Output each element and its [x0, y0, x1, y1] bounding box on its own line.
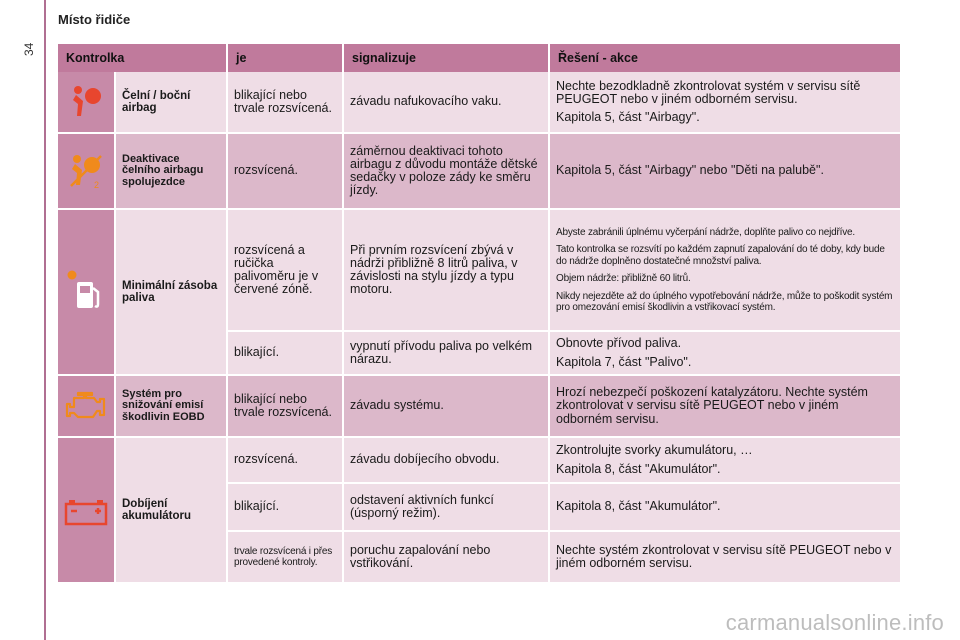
light-name: Čelní / boční airbag: [116, 72, 228, 134]
airbag-icon: [66, 82, 106, 122]
table-row: [58, 438, 902, 484]
action-text: Abyste zabránili úplnému vyčerpání nádrže, doplňte palivo co nejdříve.: [556, 226, 855, 238]
light-signal: závadu systému.: [344, 376, 550, 438]
light-state: blikající.: [228, 484, 344, 532]
light-signal: vypnutí přívodu paliva po velkém nárazu.: [344, 332, 550, 376]
header-signals: signalizuje: [344, 44, 550, 72]
header-state: je: [228, 44, 344, 72]
icon-cell: [58, 376, 116, 438]
action-text: Kapitola 8, část "Akumulátor".: [556, 461, 721, 476]
action-text: Kapitola 7, část "Palivo".: [556, 354, 692, 369]
light-name: Systém pro snižování emisí škodlivin EOBD: [116, 376, 228, 438]
light-name: Dobíjení akumulátoru: [116, 438, 228, 584]
icon-cell: [58, 438, 116, 584]
action-text: Objem nádrže: přibližně 60 litrů.: [556, 273, 691, 284]
table-header: [58, 44, 902, 72]
light-action: Kapitola 5, část "Airbagy" nebo "Děti na palubě".: [550, 134, 902, 210]
header-solution: Řešení - akce: [550, 44, 902, 72]
table-row: [58, 376, 902, 438]
airbag-off-icon: [65, 150, 107, 192]
table-row: [58, 210, 902, 332]
header-warning-light: Kontrolka: [58, 44, 228, 72]
light-state: blikající nebo trvale rozsvícená.: [228, 72, 344, 134]
svg-text:2: 2: [94, 180, 100, 190]
page-number: 34: [22, 42, 36, 56]
light-state: trvale rozsvícená i přes provedené kontroly.: [228, 532, 344, 584]
light-state: blikající.: [228, 332, 344, 376]
light-state: rozsvícená a ručička palivoměru je v červené zóně.: [228, 210, 344, 332]
light-action: [550, 210, 902, 332]
light-name: Minimální zásoba paliva: [116, 210, 228, 376]
light-signal: záměrnou deaktivaci tohoto airbagu z důvodu montáže dětské sedačky v poloze zády ke směru jízdy.: [344, 134, 550, 210]
light-signal: Při prvním rozsvícení zbývá v nádrži přibližně 8 litrů paliva, v závislosti na stylu jízdy a typu motoru.: [344, 210, 550, 332]
engine-icon: [64, 388, 108, 424]
light-action: Kapitola 8, část "Akumulátor".: [550, 484, 902, 532]
action-text: Nechte bezodkladně zkontrolovat systém v servisu sítě PEUGEOT nebo v jiném odborném servisu.: [556, 78, 861, 106]
action-text: Obnovte přívod paliva.: [556, 336, 682, 351]
table-row: [58, 134, 902, 210]
light-signal: odstavení aktivních funkcí (úsporný režim).: [344, 484, 550, 532]
battery-icon: [64, 494, 108, 526]
light-action: Nechte systém zkontrolovat v servisu sítě PEUGEOT nebo v jiném odborném servisu.: [550, 532, 902, 584]
icon-cell: [58, 134, 116, 210]
light-action: [550, 72, 902, 134]
light-action: Hrozí nebezpečí poškození katalyzátoru. Nechte systém zkontrolovat v servisu sítě PEUGEOT nebo v jiném odborném servisu.: [550, 376, 902, 438]
warning-lights-table: [58, 44, 902, 584]
light-state: rozsvícená.: [228, 134, 344, 210]
icon-cell: [58, 72, 116, 134]
table-row: [58, 72, 902, 134]
action-text: Tato kontrolka se rozsvítí po každém zapnutí zapalování do té doby, kdy bude do nádrže doplněno dostatečné množství paliva.: [556, 244, 885, 267]
light-state: blikající nebo trvale rozsvícená.: [228, 376, 344, 438]
light-name: Deaktivace čelního airbagu spolujezdce: [116, 134, 228, 210]
light-state: rozsvícená.: [228, 438, 344, 484]
light-signal: závadu nafukovacího vaku.: [344, 72, 550, 134]
light-signal: poruchu zapalování nebo vstřikování.: [344, 532, 550, 584]
action-text: Nikdy nejezděte až do úplného vypotřebování nádrže, může to poškodit systém pro omezování emisí škodlivin a vstřikovací systém.: [556, 290, 893, 313]
icon-cell: [58, 210, 116, 376]
section-title: Místo řidiče: [58, 12, 131, 27]
page-margin-bar: [44, 0, 46, 640]
light-action: [550, 332, 902, 376]
action-text: Zkontrolujte svorky akumulátoru, …: [556, 443, 753, 458]
fuel-pump-icon: [65, 268, 107, 316]
action-text: Kapitola 5, část "Airbagy".: [556, 110, 700, 125]
watermark: carmanualsonline.info: [725, 610, 944, 635]
light-signal: závadu dobíjecího obvodu.: [344, 438, 550, 484]
light-action: [550, 438, 902, 484]
